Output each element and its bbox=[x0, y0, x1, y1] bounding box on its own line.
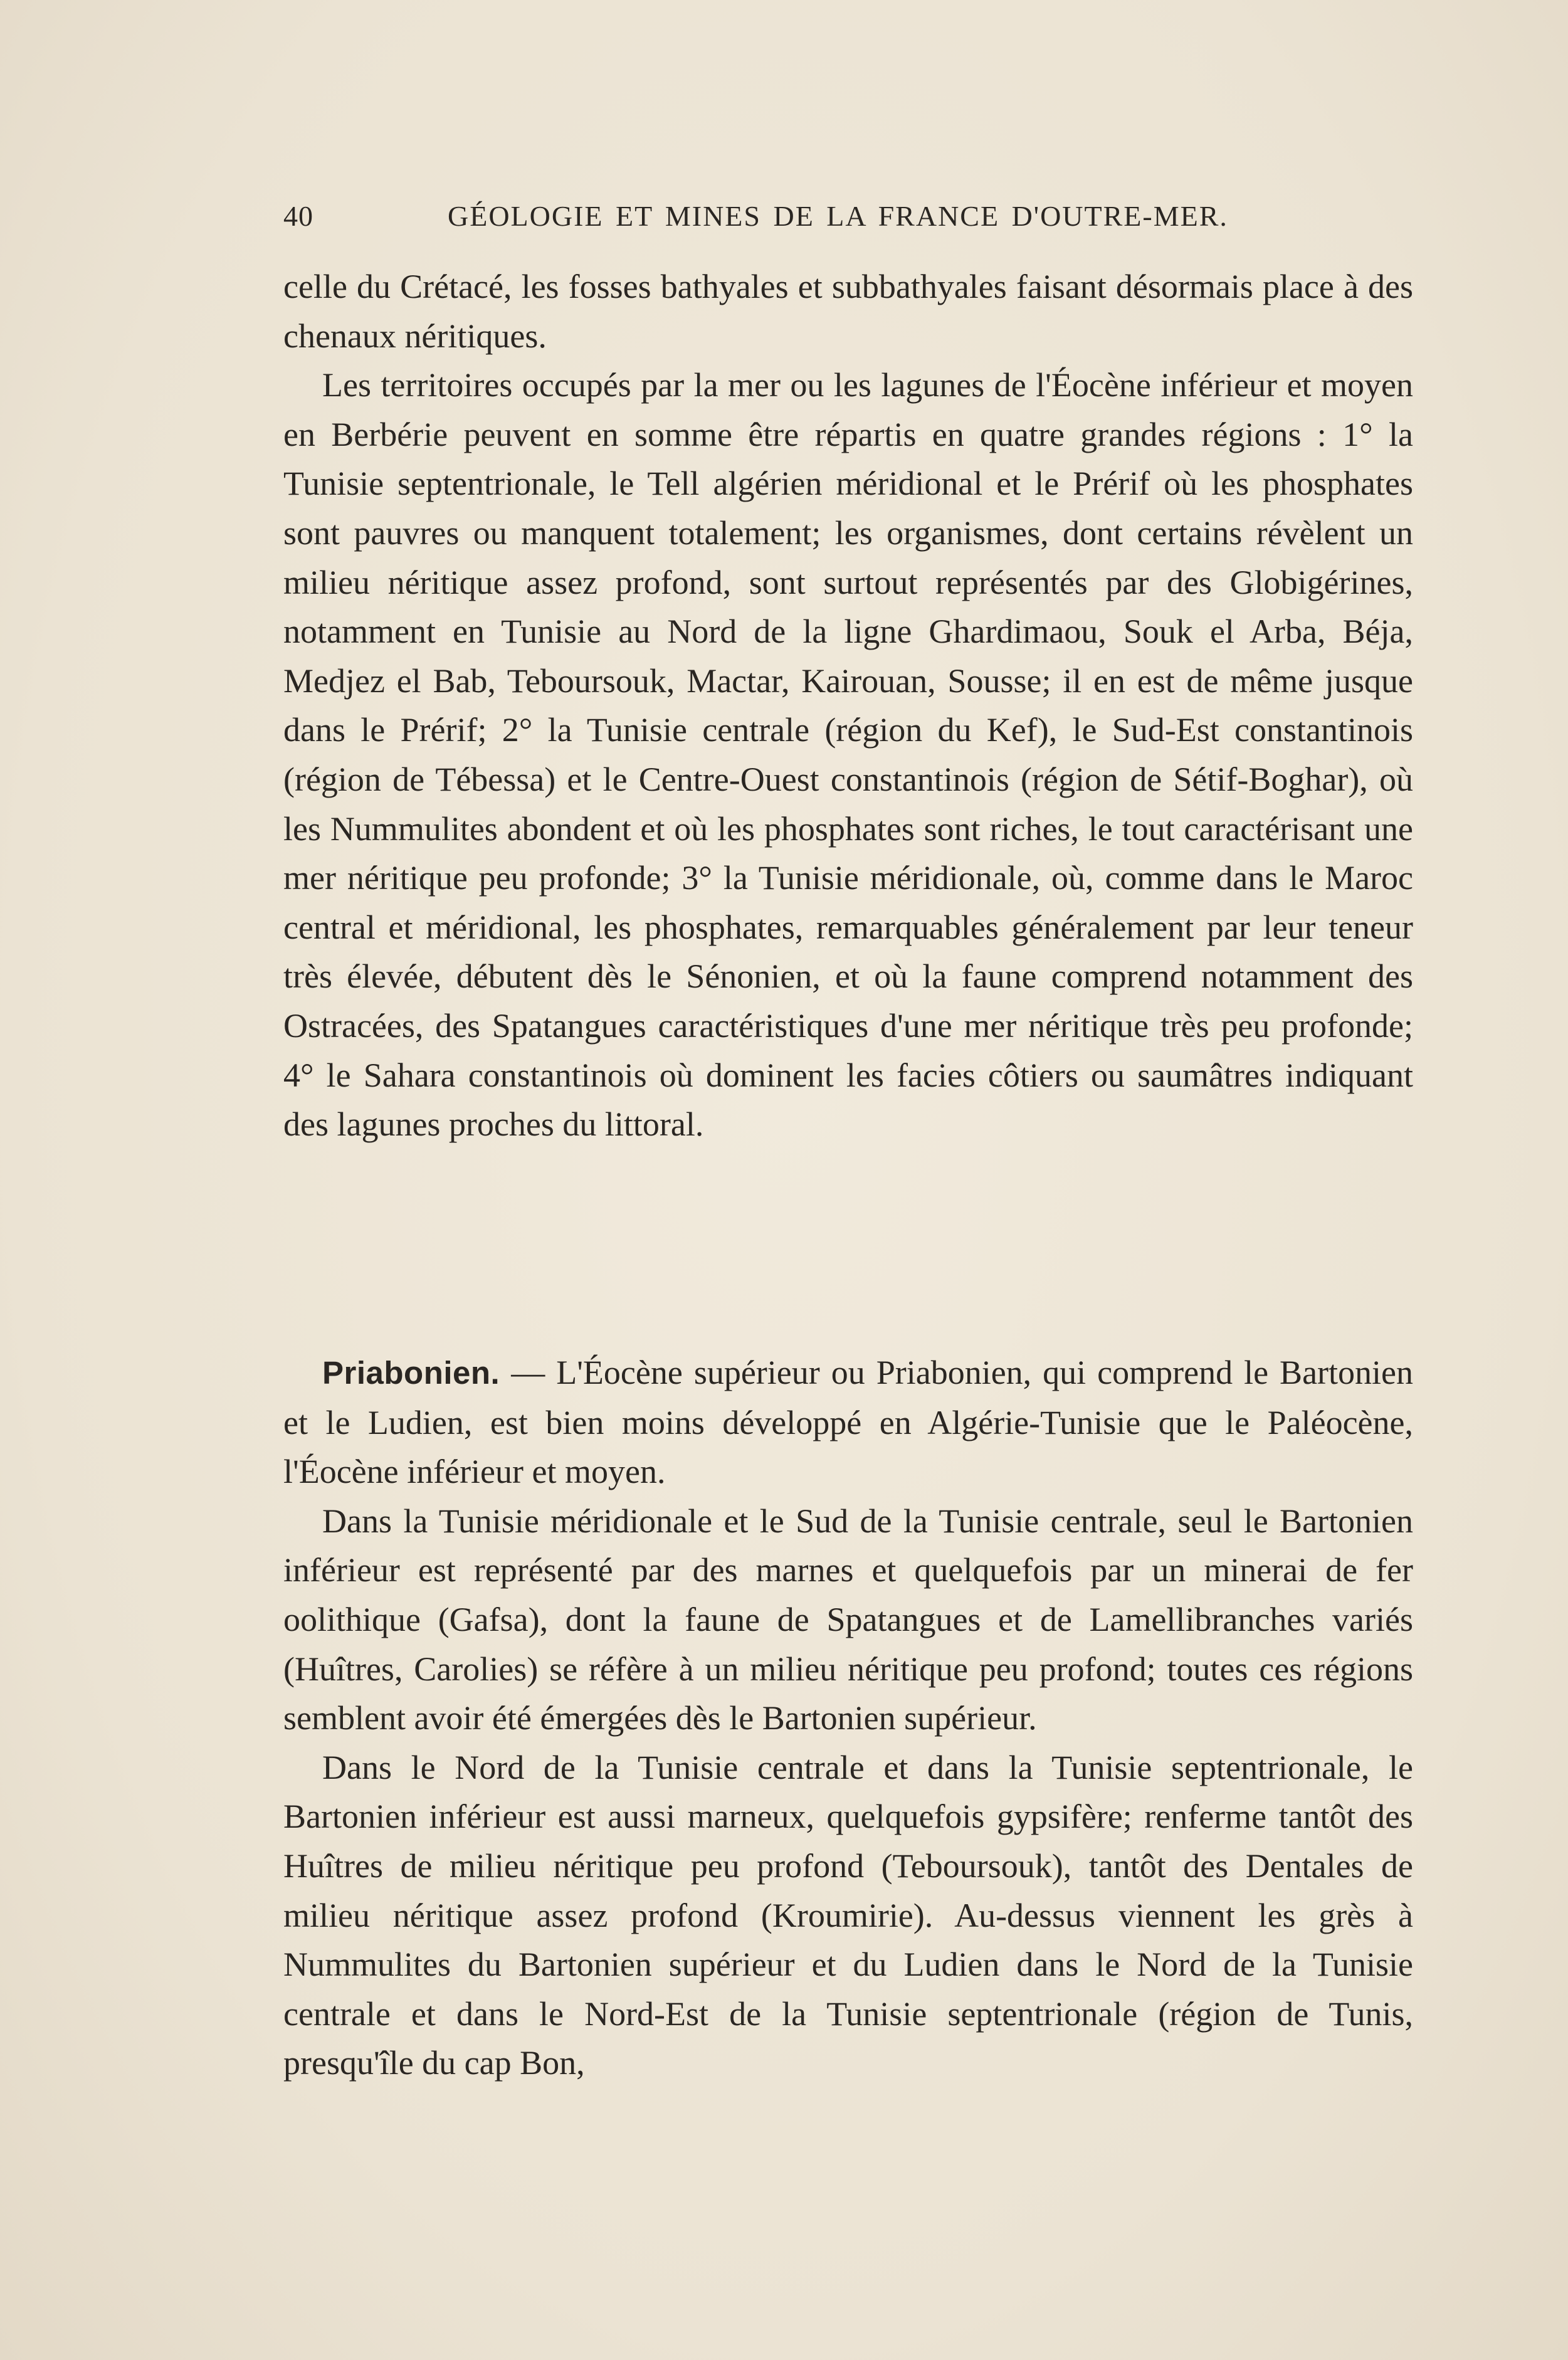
paragraph-tunisie-meridionale: Dans la Tunisie méridionale et le Sud de la Tunisie centrale, seul le Bartonien inférieur est représenté par des marnes et quelquefois par un minerai de fer oolithique (Gafsa), dont la faune de Spatangues et de Lamellibranches variés (Huîtres, Carolies) se réfère à un milieu néritique peu profond; toutes ces régions semblent avoir été émergées dès le Bartonien supérieur. bbox=[283, 1502, 1413, 1737]
paragraph-continuation: celle du Crétacé, les fosses bathyales et subbathyales faisant désormais place à des chenaux néritiques. bbox=[283, 268, 1413, 355]
paragraph-eocene-regions: Les territoires occupés par la mer ou les lagunes de l'Éocène inférieur et moyen en Berbérie peuvent en somme être répartis en quatre grandes régions : 1° la Tunisie septentrionale, le Tell algérien méridional et le Prérif où les phosphates sont pauvres ou manquent totalement; les organismes, dont certains révèlent un milieu néritique assez profond, sont surtout représentés par des Globigérines, notamment en Tunisie au Nord de la ligne Ghardimaou, Souk el Arba, Béja, Medjez el Bab, Teboursouk, Mactar, Kairouan, Sousse; il en est de même jusque dans le Prérif; 2° la Tunisie centrale (région du Kef), le Sud-Est constantinois (région de Tébessa) et le Centre-Ouest constantinois (région de Sétif-Boghar), où les Nummulites abondent et où les phosphates sont riches, le tout caractérisant une mer néritique peu profonde; 3° la Tunisie méridionale, où, comme dans le Maroc central et méridional, les phosphates, remarquables généralement par leur teneur très élevée, débutent dès le Sénonien, et où la faune comprend notamment des Ostracées, des Spatangues caractéristiques d'une mer néritique très peu profonde; 4° le Sahara constantinois où dominent les facies côtiers ou saumâtres indiquant des lagunes proches du littoral. bbox=[283, 366, 1413, 1144]
text-block-priabonien bbox=[283, 1348, 1413, 2088]
paragraph-tunisie-septentrionale: Dans le Nord de la Tunisie centrale et dans la Tunisie septentrionale, le Bartonien inférieur est aussi marneux, quelquefois gypsifère; renferme tantôt des Huîtres de milieu néritique peu profond (Teboursouk), tantôt des Dentales de milieu néritique assez profond (Kroumirie). Au-dessus viennent les grès à Nummulites du Bartonien supérieur et du Ludien dans le Nord de la Tunisie centrale et dans le Nord-Est de la Tunisie septentrionale (région de Tunis, presqu'île du cap Bon, bbox=[283, 1748, 1413, 2082]
section-dash: — bbox=[500, 1354, 557, 1391]
page-number: 40 bbox=[283, 200, 313, 232]
paragraph-priabonien-intro bbox=[283, 1348, 1413, 1497]
running-title: GÉOLOGIE ET MINES DE LA FRANCE D'OUTRE-MER. bbox=[448, 200, 1228, 232]
paragraph-priabonien-text: L'Éocène supérieur ou Priabonien, qui comprend le Bartonien et le Ludien, est bien moins développé en Algérie-Tunisie que le Paléocène, l'Éocène inférieur et moyen. bbox=[283, 1354, 1413, 1491]
page-header bbox=[283, 199, 1261, 243]
text-block-upper bbox=[283, 262, 1413, 1149]
section-heading: Priabonien. bbox=[322, 1355, 500, 1391]
